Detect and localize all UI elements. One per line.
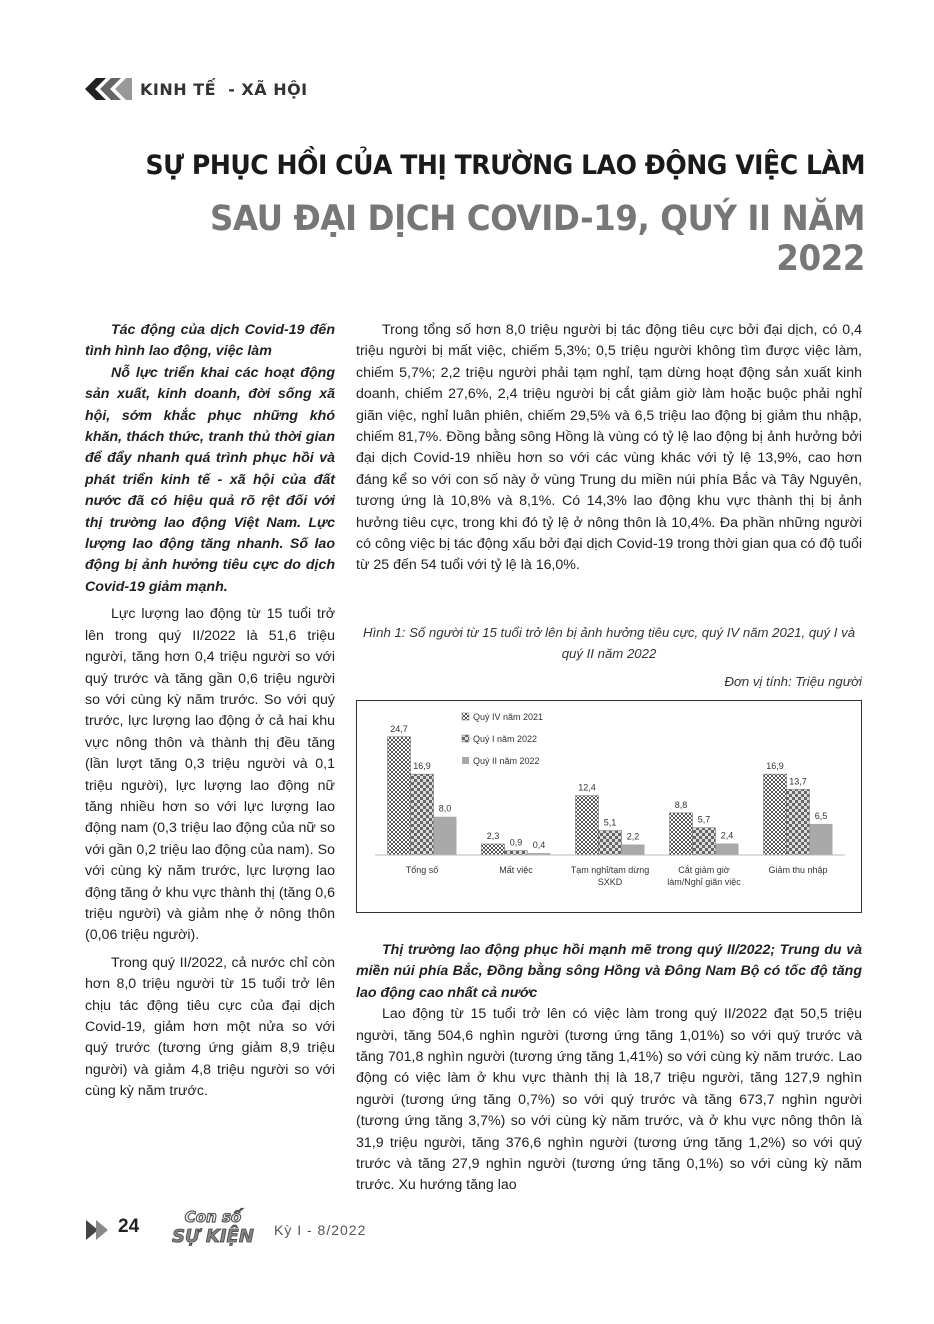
footer-arrow-icon xyxy=(86,1220,110,1245)
bar-chart xyxy=(356,700,862,913)
bar-3 xyxy=(622,844,645,855)
data-label: 0,4 xyxy=(532,840,546,851)
lead-paragraph: Nỗ lực triển khai các hoạt động sản xuất, kinh doanh, đời sống xã hội, sớm khắc phục những khó khăn, thách thức, tranh thủ thời gian để đẩy nhanh quá trình phục hồi và phát triển kinh tế - xã hội của đất nước đã có hiệu quả rõ rệt đối với thị trường lao động Việt Nam. Lực lượng lao động tăng nhanh. Số lao động bị ảnh hưởng tiêu cực do dịch Covid-19 giảm mạnh. xyxy=(85,364,335,595)
bar-3 xyxy=(434,817,457,855)
legend-label: Quý IV năm 2021 xyxy=(473,712,544,722)
legend-swatch xyxy=(462,713,469,720)
category-label: Cắt giảm giờ xyxy=(678,865,730,875)
bar-2 xyxy=(411,774,434,855)
category-label: Giảm thu nhập xyxy=(768,865,828,875)
legend-swatch xyxy=(462,735,469,742)
magazine-logo xyxy=(156,1206,271,1246)
category-label: Mất việc xyxy=(499,865,533,875)
bar-1 xyxy=(670,813,693,855)
figure-unit: Đơn vị tính: Triệu người xyxy=(724,674,862,689)
left-column xyxy=(85,320,335,1103)
chevron-arrows-icon xyxy=(82,78,132,100)
data-label: 13,7 xyxy=(789,776,807,787)
issue-label: Kỳ I - 8/2022 xyxy=(274,1222,367,1238)
bar-2 xyxy=(505,851,528,855)
chart-svg xyxy=(357,701,861,912)
bar-1 xyxy=(482,844,505,855)
data-label: 5,1 xyxy=(603,817,617,828)
bar-1 xyxy=(576,796,599,855)
data-label: 8,0 xyxy=(438,803,452,814)
article-title-line1: SỰ PHỤC HỒI CỦA THỊ TRƯỜNG LAO ĐỘNG VIỆC LÀM xyxy=(145,150,866,181)
body-paragraph: Trong tổng số hơn 8,0 triệu người bị tác động tiêu cực bởi đại dịch, có 0,4 triệu người bị mất việc, chiếm 5,3%; 0,5 triệu người không tìm được việc làm, chiếm 5,7%; 2,2 triệu người phải tạm nghỉ, tạm dừng hoạt động sản xuất kinh doanh, chiếm 27,6%, 2,4 triệu người bị cắt giảm giờ làm hoặc buộc phải nghỉ giãn việc, nghỉ luân phiên, chiếm 29,5% và 6,5 triệu lao động bị giảm thu nhập, chiếm 81,7%. Đồng bằng sông Hồng là vùng có tỷ lệ lao động bị ảnh hưởng bởi đại dịch Covid-19 nhiều hơn so với các vùng khác với tỷ lệ 13,9%, cao hơn đáng kể so với con số này ở vùng Trung du miền núi phía Bắc và Tây Nguyên, tương ứng là 10,8% và 8,1%. Có 14,3% lao động khu vực thành thị bị ảnh hưởng tiêu cực, trong khi đó tỷ lệ ở nông thôn là 10,4%. Đa phần những người có công việc bị tác động xấu bởi đại dịch Covid-19 trong thời gian qua có độ tuổi từ 25 đến 54 tuổi với tỷ lệ là 16,0%. xyxy=(356,322,862,574)
bar-1 xyxy=(764,774,787,855)
article-title-line2: SAU ĐẠI DỊCH COVID-19, QUÝ II NĂM 2022 xyxy=(209,199,866,279)
legend-label: Quý I năm 2022 xyxy=(473,734,538,744)
data-label: 8,8 xyxy=(674,799,688,810)
data-label: 24,7 xyxy=(390,723,408,734)
page-number: 24 xyxy=(118,1216,140,1237)
category-label: SXKD xyxy=(597,877,623,887)
bar-2 xyxy=(787,789,810,855)
section-tag xyxy=(82,76,308,102)
category-label: làm/Nghỉ giãn việc xyxy=(667,877,741,887)
data-label: 2,4 xyxy=(720,830,734,841)
bar-3 xyxy=(716,844,739,855)
data-label: 2,2 xyxy=(626,831,640,842)
bar-3 xyxy=(810,824,833,855)
section-heading-2: Thị trường lao động phục hồi mạnh mẽ trong quý II/2022; Trung du và miền núi phía Bắc, Đồng bằng sông Hồng và Đông Nam Bộ có tốc độ tăng lao động cao nhất cả nước xyxy=(356,942,862,1001)
data-label: 12,4 xyxy=(578,782,596,793)
data-label: 0,9 xyxy=(509,837,523,848)
bar-2 xyxy=(693,828,716,855)
right-column-top xyxy=(356,320,862,577)
data-label: 16,9 xyxy=(413,761,431,772)
body-paragraph: Trong quý II/2022, cả nước chỉ còn hơn 8,0 triệu người từ 15 tuổi trở lên chịu tác động tiêu cực của đại dịch Covid-19, giảm hơn một nửa so với quý trước (tương ứng giảm 8,9 triệu người) và giảm 4,8 triệu người so với cùng kỳ năm trước. xyxy=(85,954,335,1100)
body-paragraph: Lao động từ 15 tuổi trở lên có việc làm trong quý II/2022 đạt 50,5 triệu người, tăng 504,6 nghìn người (tương ứng tăng 1,01%) so với quý trước và tăng 701,8 nghìn người (tương ứng tăng 1,41%) so với cùng kỳ năm trước. Lao động có việc làm ở khu vực thành thị là 18,7 triệu người, tăng 127,9 nghìn người (tương ứng tăng 0,7%) so với quý trước và tăng 673,7 nghìn người (tương ứng tăng 3,7%) so với cùng kỳ năm trước, và ở khu vực nông thôn là 31,9 triệu người, tăng 376,6 nghìn người (tương ứng tăng 1,2%) so với quý trước và tăng 27,9 nghìn người (tương ứng tăng 0,1%) so với cùng kỳ năm trước. Xu hướng tăng lao xyxy=(356,1006,862,1194)
section-label: KINH TẾ - XÃ HỘI xyxy=(140,79,308,99)
legend-label: Quý II năm 2022 xyxy=(473,756,540,766)
data-label: 5,7 xyxy=(697,814,711,825)
section-heading: Tác động của dịch Covid-19 đến tình hình lao động, việc làm xyxy=(85,322,335,360)
logo-text-bottom: SỰ KIỆN xyxy=(172,1226,254,1246)
right-column-bottom xyxy=(356,940,862,1197)
figure-caption: Hình 1: Số người từ 15 tuổi trở lên bị ảnh hưởng tiêu cực, quý IV năm 2021, quý I và quý II năm 2022 xyxy=(362,625,856,661)
data-label: 6,5 xyxy=(814,810,828,821)
category-label: Tổng số xyxy=(405,865,439,875)
category-label: Tạm nghỉ/tạm dừng xyxy=(570,865,650,875)
data-label: 16,9 xyxy=(766,761,784,772)
logo-text-top: Con số xyxy=(184,1208,242,1226)
body-paragraph: Lực lượng lao động từ 15 tuổi trở lên trong quý II/2022 là 51,6 triệu người, tăng hơn 0,4 triệu người so với quý trước và tăng gần 0,6 triệu người so với cùng kỳ năm trước. So với quý trước, lực lượng lao động ở cả hai khu vực nông thôn và thành thị đều tăng (lần lượt tăng 0,3 triệu người và 0,1 triệu người), lực lượng lao động nữ tăng nhiều hơn so với lực lượng lao động nam (0,3 triệu lao động của nữ so với gần 0,2 triệu lao động của nam). So với cùng kỳ năm trước, lực lượng lao động tăng ở khu vực thành thị (tăng 0,6 triệu người) và giảm nhẹ ở nông thôn (0,06 triệu người). xyxy=(85,606,335,944)
data-label: 2,3 xyxy=(486,830,500,841)
bar-2 xyxy=(599,831,622,855)
legend-swatch xyxy=(462,757,469,764)
bar-1 xyxy=(388,737,411,855)
